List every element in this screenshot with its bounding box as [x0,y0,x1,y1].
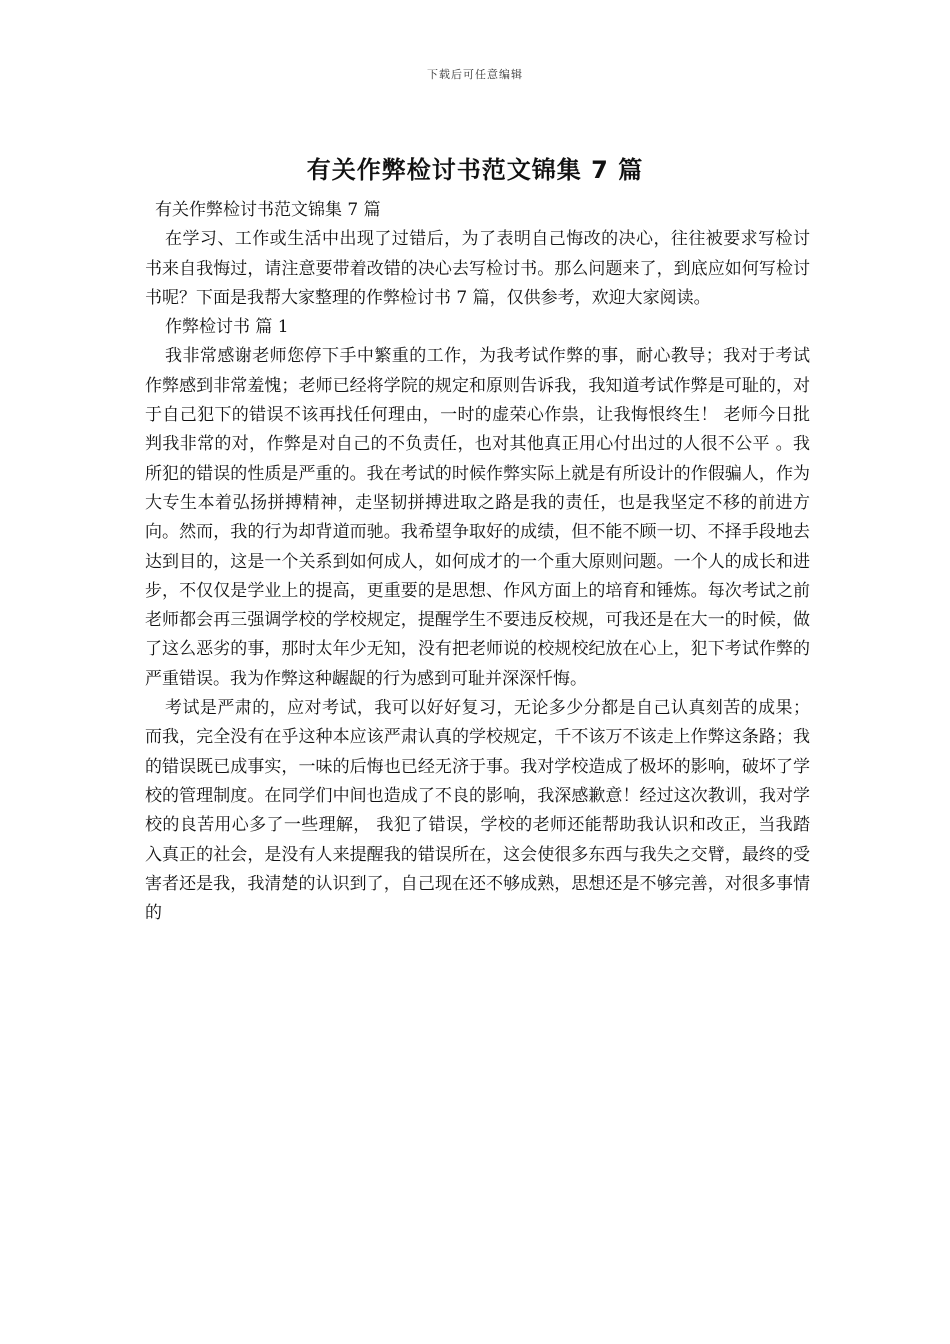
page-header-note: 下载后可任意编辑 [427,68,523,81]
subtitle-paragraph: 有关作弊检讨书范文锦集 7 篇 [155,200,381,220]
body-paragraph: 我非常感谢老师您停下手中繁重的工作，为我考试作弊的事，耐心教导；我对于考试作弊感到非常羞愧；老师已经将学院的规定和原则告诉我，我知道考试作弊是可耻的，对于自己犯下的错误不该再找任何理由，一时的虚荣心作祟，让我悔恨终生！ 老师今日批判我非常的对，作弊是对自己的不负责任，也对其他真正用心付出过的人很不公平 。我所犯的错误的性质是严重的。我在考试的时候作弊实际上就是有所设计的作假骗人，作为大专生本着弘扬拼搏精神，走坚韧拼搏进取之路是我的责任，也是我坚定不移的前进方向。然而，我的行为却背道而驰。我希望争取好的成绩，但不能不顾一切、不择手段地去达到目的，这是一个关系到如何成人，如何成才的一个重大原则问题。一个人的成长和进步，不仅仅是学业上的提高，更重要的是思想、作风方面上的培育和锤炼。每次考试之前老师都会再三强调学校的学校规定，提醒学生不要违反校规，可我还是在大一的时候，做了这么恶劣的事，那时太年少无知，没有把老师说的校规校纪放在心上，犯下考试作弊的严重错误。我为作弊这种龌龊的行为感到可耻并深深忏悔。 [145,346,810,689]
document-title: 有关作弊检讨书范文锦集 7 篇 [306,156,644,184]
document-body [145,196,810,928]
body-paragraph: 考试是严肃的，应对考试，我可以好好复习，无论多少分都是自己认真刻苦的成果；而我，完全没有在乎这种本应该严肃认真的学校规定，千不该万不该走上作弊这条路；我的错误既已成事实，一味的后悔也已经无济于事。我对学校造成了极坏的影响，破坏了学校的管理制度。在同学们中间也造成了不良的影响，我深感歉意！经过这次教训，我对学校的良苦用心多了一些理解， 我犯了错误，学校的老师还能帮助我认识和改正，当我踏入真正的社会，是没有人来提醒我的错误所在，这会使很多东西与我失之交臂，最终的受害者还是我，我清楚的认识到了，自己现在还不够成熟，思想还是不够完善，对很多事情的 [145,698,810,924]
intro-paragraph: 在学习、工作或生活中出现了过错后，为了表明自己悔改的决心，往往被要求写检讨书来自我悔过，请注意要带着改错的决心去写检讨书。那么问题来了，到底应如何写检讨书呢？下面是我帮大家整理的作弊检讨书 7 篇，仅供参考，欢迎大家阅读。 [145,229,810,308]
section-heading: 作弊检讨书 篇 1 [165,317,289,338]
